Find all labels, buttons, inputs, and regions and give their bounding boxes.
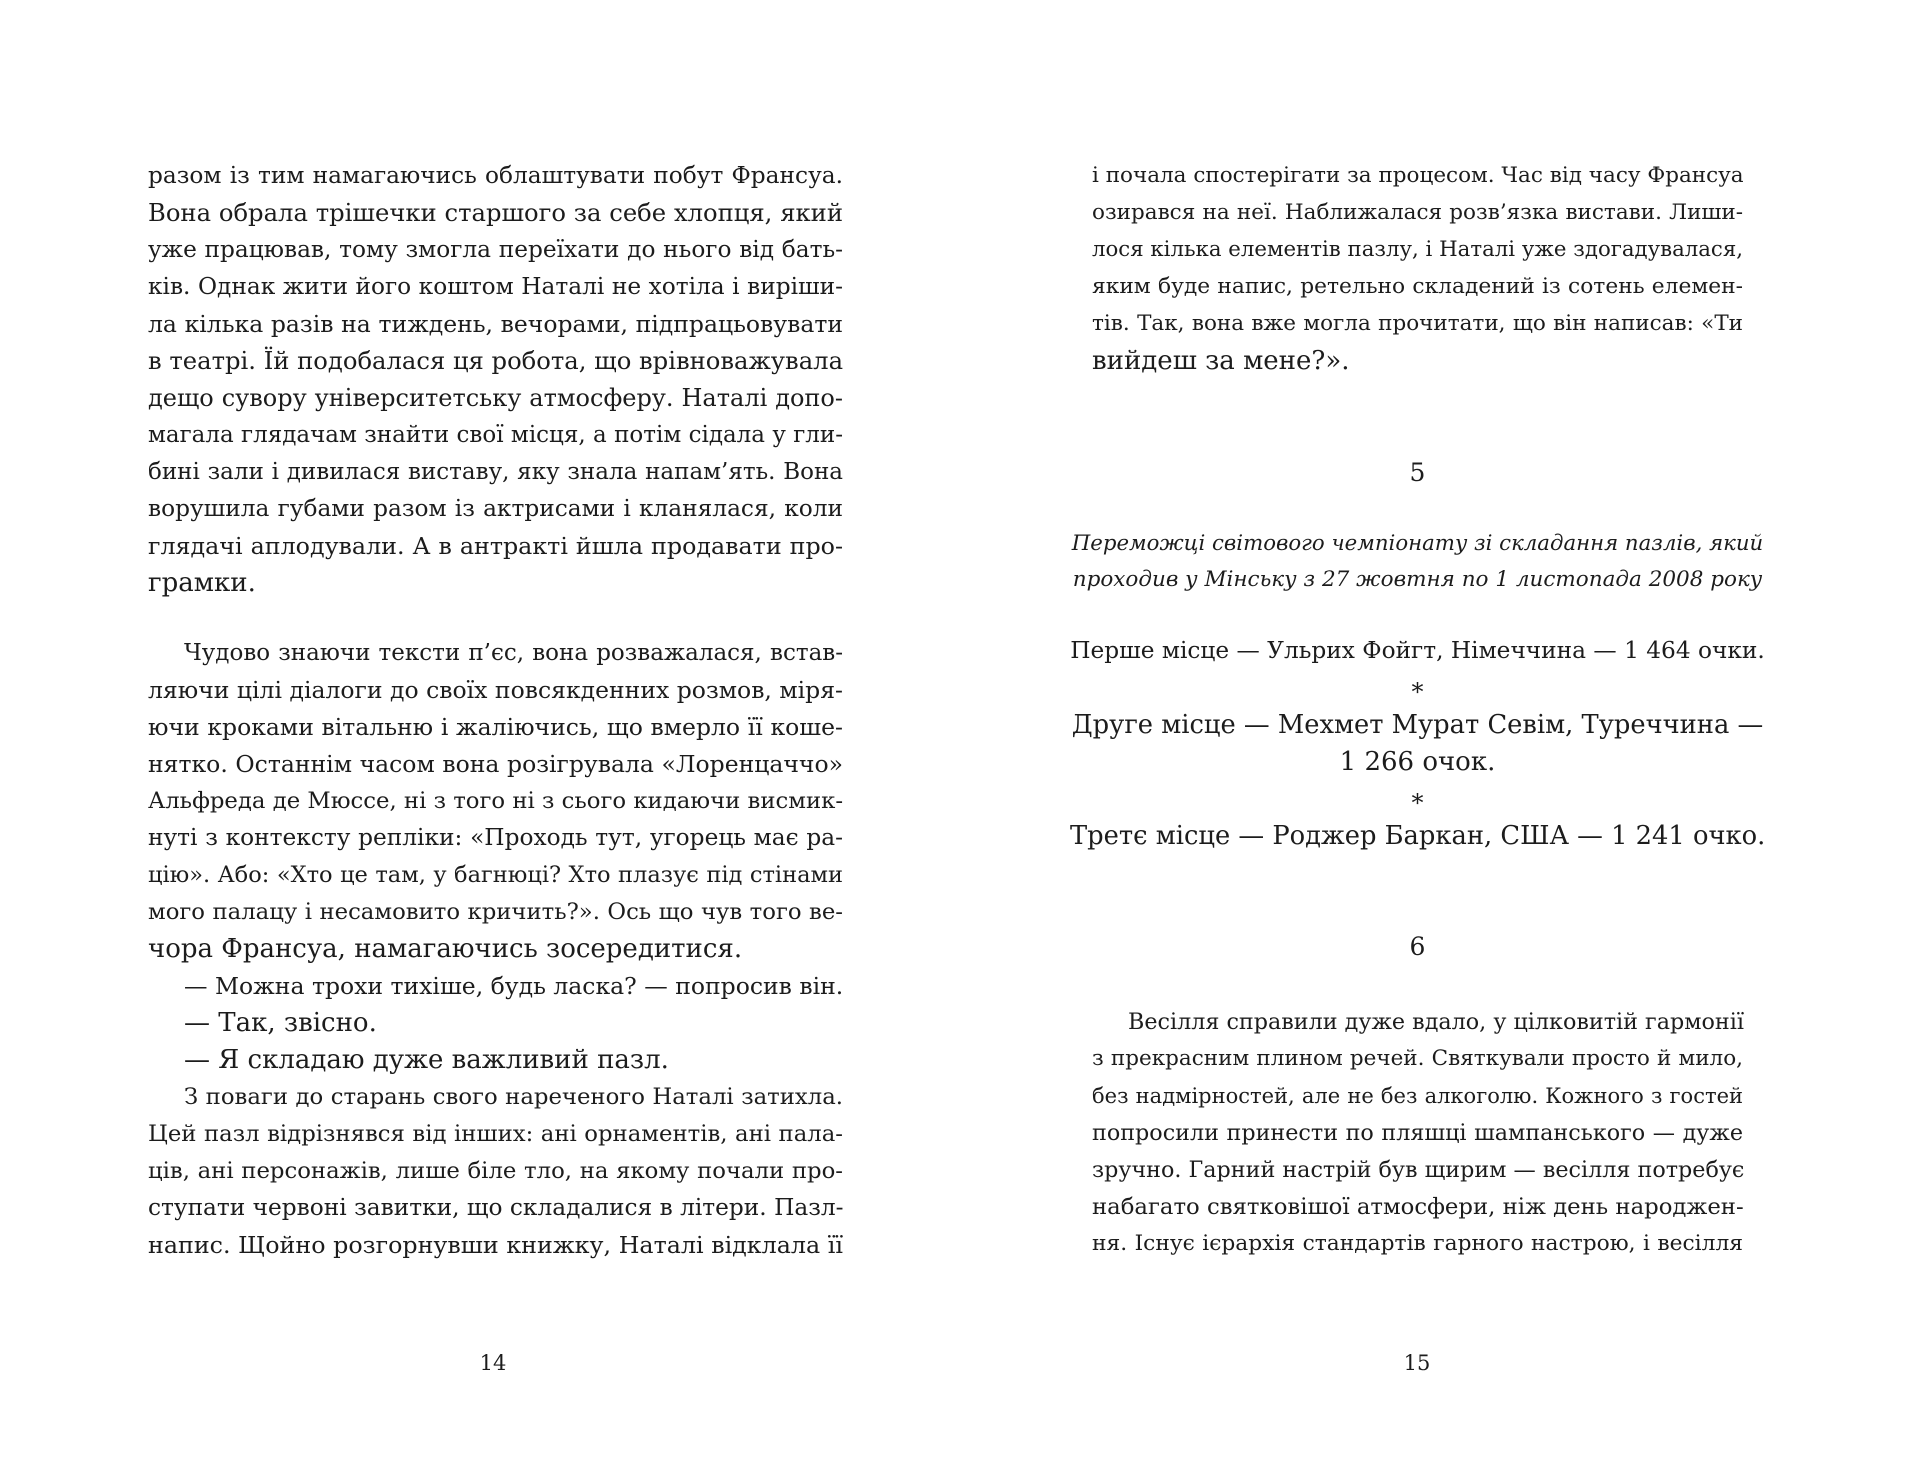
- text-line: ляючи цілі діалоги до своїх повсякденних розмов, міря-: [148, 676, 843, 704]
- text-line: з прекрасним плином речей. Святкували просто й мило,: [1092, 1046, 1743, 1071]
- text-line: напис. Щойно розгорнувши книжку, Наталі відклала її: [148, 1231, 843, 1259]
- text-line: ців, ані персонажів, лише біле тло, на якому почали про-: [148, 1158, 843, 1184]
- text-line: мого палацу і несамовито кричить?». Ось що чув того ве-: [148, 899, 843, 925]
- text-line: тів. Так, вона вже могла прочитати, що він написав: «Ти: [1092, 311, 1743, 336]
- text-line: ступати червоні завитки, що складалися в літери. Пазл-: [148, 1194, 844, 1221]
- text-line: глядачі аплодували. А в антракті йшла продавати про-: [148, 532, 843, 560]
- text-line: бині зали і дивилася виставу, яку знала напам’ять. Вона: [148, 459, 843, 485]
- text-line: цію». Або: «Хто це там, у багнюці? Хто плазує під стінами: [148, 862, 843, 888]
- text-line: набагато святковішої атмосфери, ніж день народжен-: [1092, 1194, 1744, 1220]
- dialogue-line: — Можна трохи тихіше, будь ласка? — попросив він.: [184, 972, 844, 1000]
- page-number: 15: [1403, 1351, 1431, 1375]
- text-line: без надмірностей, але не без алкоголю. Кожного з гостей: [1092, 1084, 1743, 1108]
- text-line: чора Франсуа, намагаючись зосередитися.: [148, 934, 743, 964]
- dialogue-line: — Я складаю дуже важливий пазл.: [184, 1045, 669, 1075]
- text-line: ків. Однак жити його коштом Наталі не хотіла і виріши-: [148, 273, 843, 300]
- text-line: Чудово знаючи тексти п’єс, вона розважалася, встав-: [184, 640, 843, 666]
- text-line: Цей пазл відрізнявся від інших: ані орнаментів, ані пала-: [148, 1121, 843, 1147]
- result-line: Друге місце — Мехмет Мурат Севім, Туреччина —: [1071, 710, 1764, 740]
- text-line: озирався на неї. Наближалася розв’язка вистави. Лиши-: [1092, 200, 1743, 225]
- text-line: дещо сувору університетську атмосферу. Наталі допо-: [148, 384, 843, 412]
- text-line: З поваги до старань свого нареченого Наталі затихла.: [184, 1084, 843, 1110]
- text-line: Вона обрала трішечки старшого за себе хлопця, який: [148, 198, 843, 227]
- text-line: ворушила губами разом із актрисами і кланялася, коли: [148, 495, 843, 522]
- text-line: зручно. Гарний настрій був щирим — весілля потребує: [1092, 1157, 1745, 1183]
- result-line: Третє місце — Роджер Баркан, США — 1 241 очко.: [1070, 821, 1766, 851]
- text-line: магала глядачам знайти свої місця, а потім сідала у гли-: [148, 422, 843, 448]
- asterisk-separator: *: [1411, 789, 1424, 817]
- text-line: ла кілька разів на тиждень, вечорами, підпрацьовувати: [148, 310, 843, 338]
- text-line: яким буде напис, ретельно складений із сотень елемен-: [1092, 274, 1743, 299]
- section-heading: Переможці світового чемпіонату зі складання пазлів, який: [1071, 531, 1764, 556]
- text-line: уже працював, тому змогла переїхати до нього від бать-: [148, 236, 843, 263]
- text-line: ня. Існує ієрархія стандартів гарного настрою, і весілля: [1092, 1231, 1743, 1256]
- asterisk-separator: *: [1411, 678, 1424, 706]
- text-line: Альфреда де Мюссе, ні з того ні з сього кидаючи висмик-: [148, 788, 844, 814]
- dialogue-line: — Так, звісно.: [184, 1008, 377, 1038]
- result-line: Перше місце — Ульрих Фойгт, Німеччина — 1 464 очки.: [1070, 637, 1765, 664]
- text-line: і почала спостерігати за процесом. Час від часу Франсуа: [1092, 163, 1744, 188]
- section-heading: проходив у Мінську з 27 жовтня по 1 листопада 2008 року: [1072, 567, 1763, 592]
- text-line: вийдеш за мене?».: [1092, 346, 1350, 376]
- text-line: разом із тим намагаючись облаштувати побут Франсуа.: [148, 162, 843, 189]
- section-number-5: 5: [1409, 458, 1426, 487]
- text-line: нятко. Останнім часом вона розігрувала «Лоренцаччо»: [148, 750, 843, 778]
- result-line: 1 266 очок.: [1339, 747, 1496, 777]
- text-line: Весілля справили дуже вдало, у цілковитій гармонії: [1128, 1009, 1744, 1035]
- text-line: нуті з контексту репліки: «Проходь тут, угорець має ра-: [148, 824, 843, 851]
- section-number-6: 6: [1409, 932, 1426, 961]
- text-line: в театрі. Їй подобалася ця робота, що врівноважувала: [148, 346, 844, 375]
- text-line: ючи кроками вітальню і жаліючись, що вмерло її коше-: [148, 713, 843, 741]
- text-line: попросили принести по пляшці шампанського — дуже: [1092, 1120, 1743, 1146]
- right-page: [960, 0, 1920, 1477]
- text-line: лося кілька елементів пазлу, і Наталі уже здогадувалася,: [1092, 237, 1743, 262]
- page-number: 14: [479, 1351, 507, 1375]
- text-line: грамки.: [148, 568, 256, 598]
